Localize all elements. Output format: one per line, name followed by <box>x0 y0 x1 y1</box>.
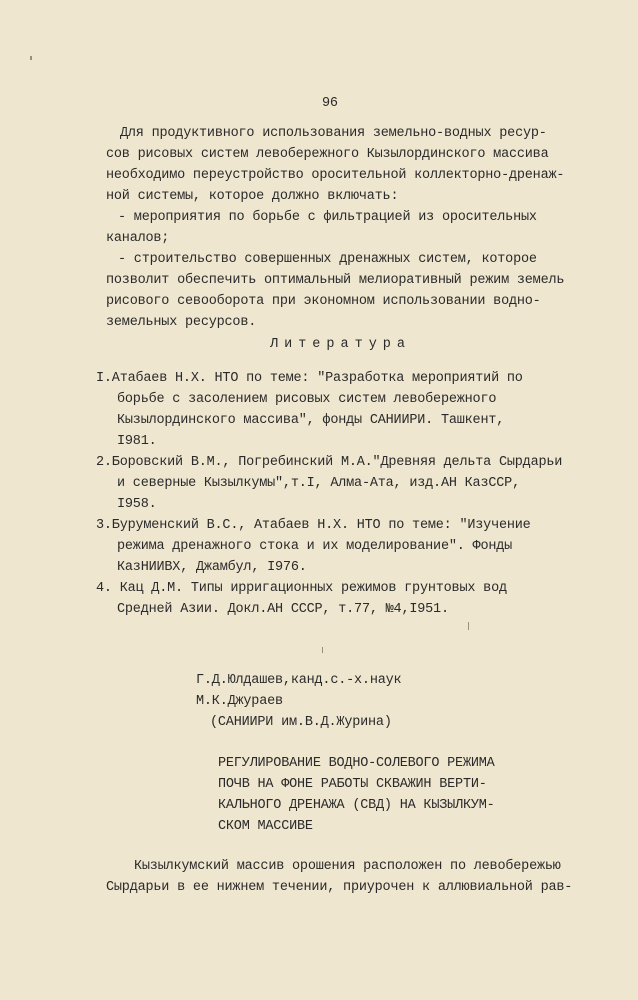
text-line: Для продуктивного использования земельно-водных ресур- <box>120 126 547 141</box>
text-line: Сырдарьи в ее нижнем течении, приурочен к аллювиальной рав- <box>106 880 573 895</box>
scan-speck <box>30 56 32 60</box>
text-line: ной системы, которое должно включать: <box>106 189 399 204</box>
text-line: каналов; <box>106 231 170 246</box>
scan-speck <box>322 647 323 653</box>
text-line: 3.Буруменский В.С., Атабаев Н.Х. НТО по теме: "Изучение <box>96 518 531 533</box>
text-line: рисового севооборота при экономном использовании водно- <box>106 294 541 309</box>
text-line: - строительство совершенных дренажных систем, которое <box>118 252 537 267</box>
text-line: КазНИИВХ, Джамбул, I976. <box>117 560 307 575</box>
text-line: позволит обеспечить оптимальный мелиоративный режим земель <box>106 273 565 288</box>
text-line: 2.Боровский В.М., Погребинский М.А."Древняя дельта Сырдарьи <box>96 455 563 470</box>
text-line: 4. Кац Д.М. Типы ирригационных режимов грунтовых вод <box>96 581 507 596</box>
text-line: борьбе с засолением рисовых систем левобережного <box>117 392 497 407</box>
text-line: и северные Кызылкумы",т.I, Алма-Ата, изд.АН КазССР, <box>117 476 520 491</box>
text-line: - мероприятия по борьбе с фильтрацией из оросительных <box>118 210 537 225</box>
title-line: РЕГУЛИРОВАНИЕ ВОДНО-СОЛЕВОГО РЕЖИМА <box>218 756 495 771</box>
text-line: сов рисовых систем левобережного Кызылординского массива <box>106 147 549 162</box>
text-line: необходимо переустройство оросительной коллекторно-дренаж- <box>106 168 565 183</box>
text-line: I958. <box>117 497 157 512</box>
title-line: ПОЧВ НА ФОНЕ РАБОТЫ СКВАЖИН ВЕРТИ- <box>218 777 487 792</box>
text-line: земельных ресурсов. <box>106 315 257 330</box>
literature-heading: Литература <box>270 337 412 352</box>
text-line: I.Атабаев Н.Х. НТО по теме: "Разработка мероприятий по <box>96 371 523 386</box>
text-line: Кызылординского массива", фонды САНИИРИ. Ташкент, <box>117 413 505 428</box>
page-number: 96 <box>322 96 338 111</box>
text-line: Средней Азии. Докл.АН СССР, т.77, №4,I951. <box>117 602 449 617</box>
author-line: М.К.Джураев <box>196 694 283 709</box>
title-line: СКОМ МАССИВЕ <box>218 819 313 834</box>
text-line: режима дренажного стока и их моделирование". Фонды <box>117 539 513 554</box>
text-line: Кызылкумский массив орошения расположен по левобережью <box>134 859 561 874</box>
affiliation-line: (САНИИРИ им.В.Д.Журина) <box>210 715 392 730</box>
author-line: Г.Д.Юлдашев,канд.с.-х.наук <box>196 673 402 688</box>
scan-speck <box>468 622 469 630</box>
text-line: I981. <box>117 434 157 449</box>
title-line: КАЛЬНОГО ДРЕНАЖА (СВД) НА КЫЗЫЛКУМ- <box>218 798 495 813</box>
